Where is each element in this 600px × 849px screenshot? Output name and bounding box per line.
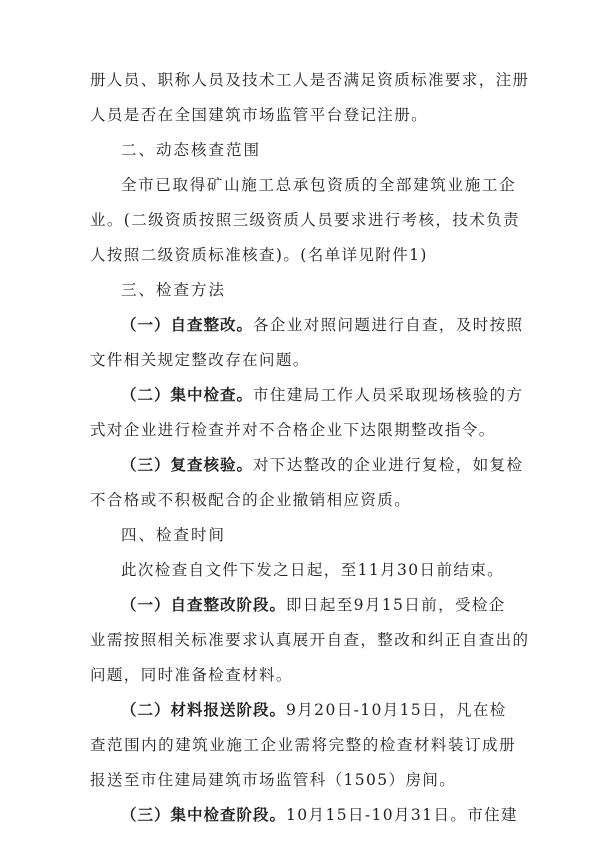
body-text-line: 文件相关规定整改存在问题。 [90, 351, 310, 369]
subsection-title: （二）材料报送阶段。 [121, 701, 287, 719]
subsection-line [90, 693, 516, 728]
body-text-line: 人按照二级资质标准核查)。(名单详见附件1) [90, 246, 428, 264]
subsection-title: （二）集中检查。 [121, 386, 254, 404]
subsection-title: （三）集中检查阶段。 [121, 806, 287, 824]
body-text-line: 问题，同时准备检查材料。 [90, 666, 293, 684]
body-text-line: 册人员、职称人员及技术工人是否满足资质标准要求，注册 [90, 71, 530, 89]
section-heading-method: 三、检查方法 [121, 281, 227, 299]
subsection-title: （三）复查核验。 [121, 456, 254, 474]
subsection-text: 即日起至9月15日前，受检企 [286, 596, 506, 614]
body-text-line: 式对企业进行检查并对不合格企业下达限期整改指令。 [90, 421, 496, 439]
document-page [90, 63, 530, 833]
subsection-title: （一）自查整改阶段。 [121, 596, 287, 614]
section-heading-scope: 二、动态核查范围 [121, 141, 262, 159]
subsection-text: 10月15日-10月31日。市住建 [286, 806, 518, 824]
subsection-line [90, 448, 524, 483]
subsection-line [90, 378, 524, 413]
body-text-line: 报送至市住建局建筑市场监管科（1505）房间。 [90, 771, 457, 789]
subsection-title: （一）自查整改。 [121, 316, 254, 334]
section-heading-time: 四、检查时间 [121, 526, 227, 544]
body-text-line: 此次检查自文件下发之日起，至11月30日前结束。 [121, 561, 505, 579]
subsection-line [90, 798, 516, 833]
subsection-line [90, 588, 516, 623]
body-text-line: 不合格或不积极配合的企业撤销相应资质。 [90, 491, 412, 509]
subsection-text: 9月20日-10月15日，凡在检 [286, 701, 507, 719]
subsection-text: 市住建局工作人员采取现场核验的方 [253, 386, 524, 404]
body-text-line: 人员是否在全国建筑市场监管平台登记注册。 [90, 106, 429, 124]
subsection-text: 对下达整改的企业进行复检，如复检 [253, 456, 524, 474]
body-text-line: 业。(二级资质按照三级资质人员要求进行考核，技术负责 [90, 211, 520, 229]
subsection-text: 各企业对照问题进行自查，及时按照 [253, 316, 524, 334]
subsection-line [90, 308, 524, 343]
body-text-line: 业需按照相关标准要求认真展开自查，整改和纠正自查出的 [90, 631, 530, 649]
body-text-line: 查范围内的建筑业施工企业需将完整的检查材料装订成册 [90, 736, 516, 754]
body-text-line: 全市已取得矿山施工总承包资质的全部建筑业施工企 [121, 176, 516, 194]
